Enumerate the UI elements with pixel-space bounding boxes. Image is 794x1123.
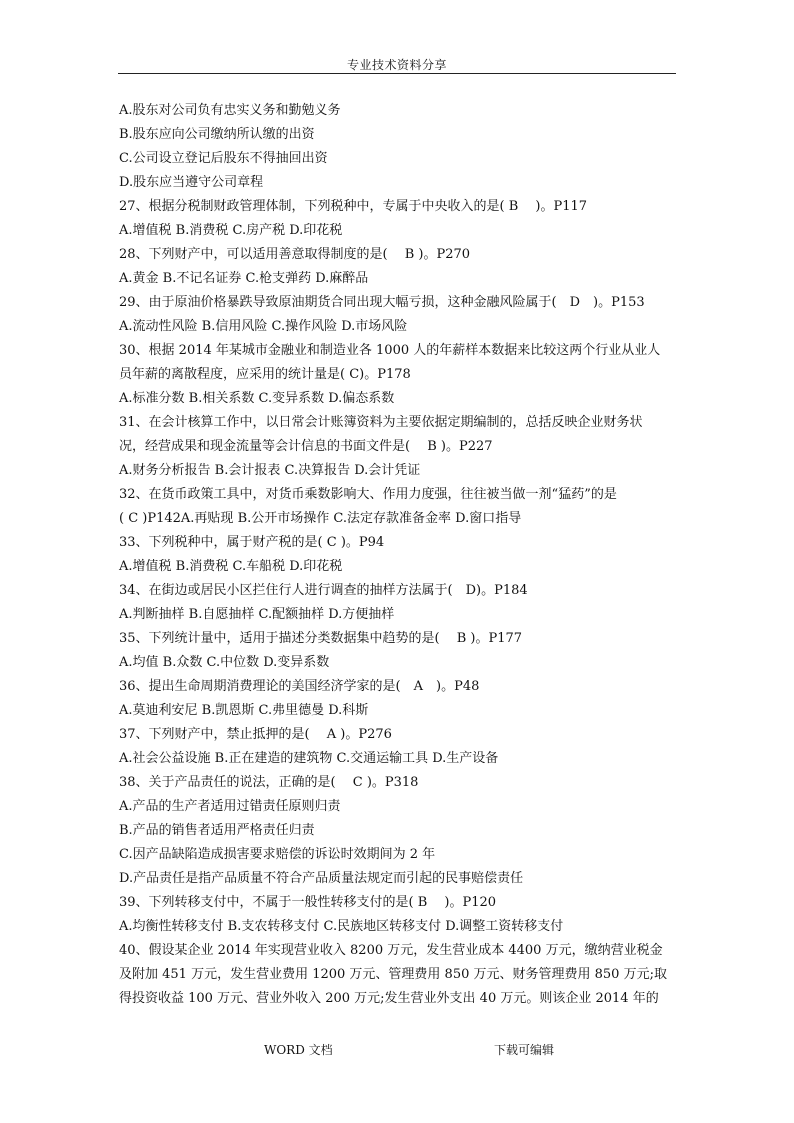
header-divider [118, 73, 676, 74]
document-line: 27、根据分税制财政管理体制，下列税种中，专属于中央收入的是( B )。P117 [119, 199, 588, 214]
document-line: A.产品的生产者适用过错责任原则归责 [119, 799, 341, 814]
document-line: 36、提出生命周期消费理论的美国经济学家的是( A )。P48 [119, 679, 480, 694]
document-line: A.流动性风险 B.信用风险 C.操作风险 D.市场风险 [119, 319, 408, 334]
document-line: A.增值税 B.消费税 C.车船税 D.印花税 [119, 559, 343, 574]
page-header-title: 专业技术资料分享 [346, 58, 447, 72]
document-line: 得投资收益 100 万元、营业外收入 200 万元;发生营业外支出 40 万元。则该企业 2014 年的 [119, 991, 659, 1006]
document-line: 39、下列转移支付中，不属于一般性转移支付的是( B )。P120 [119, 895, 497, 910]
document-line: 31、在会计核算工作中，以日常会计账簿资料为主要依据定期编制的，总括反映企业财务状 [119, 415, 643, 430]
document-line: 34、在街边或居民小区拦住行人进行调查的抽样方法属于( D)。P184 [119, 583, 528, 598]
document-line: A.社会公益设施 B.正在建造的建筑物 C.交通运输工具 D.生产设备 [119, 751, 499, 766]
document-line: A.均衡性转移支付 B.支农转移支付 C.民族地区转移支付 D.调整工资转移支付 [119, 919, 564, 934]
document-line: A.增值税 B.消费税 C.房产税 D.印花税 [119, 223, 343, 238]
document-line: D.产品责任是指产品质量不符合产品质量法规定而引起的民事赔偿责任 [119, 871, 524, 886]
document-line: 30、根据 2014 年某城市金融业和制造业各 1000 人的年薪样本数据来比较这两个行业从业人 [119, 343, 661, 358]
document-line: 29、由于原油价格暴跌导致原油期货合同出现大幅亏损，这种金融风险属于( D )。P153 [119, 295, 645, 310]
document-line: ( C )P142A.再贴现 B.公开市场操作 C.法定存款准备金率 D.窗口指导 [119, 511, 522, 526]
document-line: A.黄金 B.不记名证券 C.枪支弹药 D.麻醉品 [119, 271, 369, 286]
document-line: C.因产品缺陷造成损害要求赔偿的诉讼时效期间为 2 年 [119, 847, 436, 862]
footer-right-text: 下载可编辑 [494, 1043, 555, 1057]
document-line: 32、在货币政策工具中，对货币乘数影响大、作用力度强，往往被当做一剂“猛药”的是 [119, 487, 617, 502]
document-line: 33、下列税种中，属于财产税的是( C )。P94 [119, 535, 385, 550]
document-line: B.产品的销售者适用严格责任归责 [119, 823, 315, 838]
document-line: 38、关于产品责任的说法，正确的是( C )。P318 [119, 775, 419, 790]
document-line: 40、假设某企业 2014 年实现营业收入 8200 万元，发生营业成本 4400 万元，缴纳营业税金 [119, 943, 663, 958]
document-line: 37、下列财产中，禁止抵押的是( A )。P276 [119, 727, 392, 742]
document-line: A.莫迪利安尼 B.凯恩斯 C.弗里德曼 D.科斯 [119, 703, 369, 718]
document-line: B.股东应向公司缴纳所认缴的出资 [119, 127, 315, 142]
document-line: A.财务分析报告 B.会计报表 C.决算报告 D.会计凭证 [119, 463, 421, 478]
document-line: 况，经营成果和现金流量等会计信息的书面文件是( B )。P227 [119, 439, 493, 454]
document-line: 及附加 451 万元，发生营业费用 1200 万元、管理费用 850 万元、财务管理费用 850 万元;取 [119, 967, 667, 982]
footer-left-text: WORD 文档 [264, 1043, 333, 1057]
document-line: A.标准分数 B.相关系数 C.变异系数 D.偏态系数 [119, 391, 395, 406]
document-line: D.股东应当遵守公司章程 [119, 175, 264, 190]
document-body [119, 99, 679, 1011]
document-line: 员年薪的离散程度，应采用的统计量是( C)。P178 [119, 367, 411, 382]
document-line: A.股东对公司负有忠实义务和勤勉义务 [119, 103, 341, 118]
document-line: A.均值 B.众数 C.中位数 D.变异系数 [119, 655, 330, 670]
document-line: 28、下列财产中，可以适用善意取得制度的是( B )。P270 [119, 247, 471, 262]
document-line: A.判断抽样 B.自愿抽样 C.配额抽样 D.方便抽样 [119, 607, 395, 622]
document-line: 35、下列统计量中，适用于描述分类数据集中趋势的是( B )。P177 [119, 631, 523, 646]
document-line: C.公司设立登记后股东不得抽回出资 [119, 151, 328, 166]
